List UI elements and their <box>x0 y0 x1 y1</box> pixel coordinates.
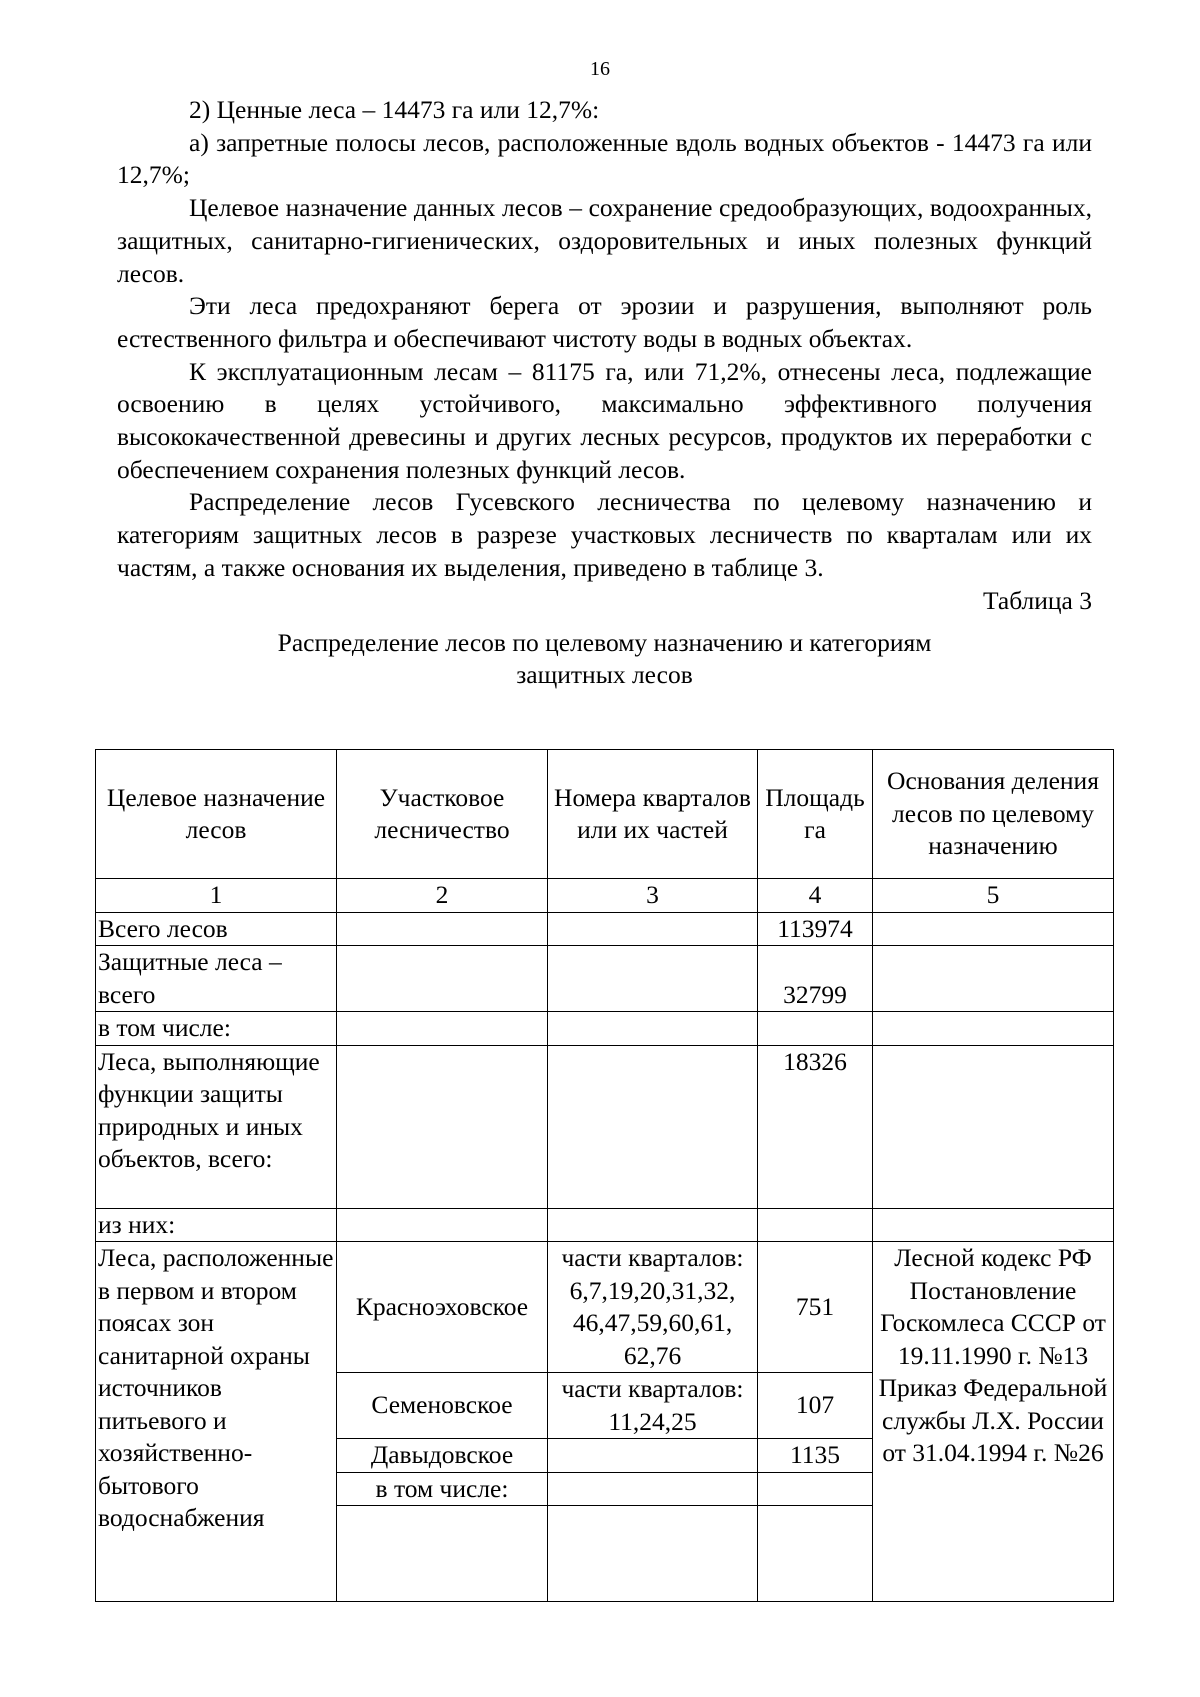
table-row <box>96 1012 1114 1046</box>
header-quarters: Номера кварталов или их частей <box>548 750 758 879</box>
cell-empty <box>337 912 548 946</box>
cell-protective-area: 32799 <box>758 946 873 1012</box>
cell-area-3: 1135 <box>758 1439 873 1473</box>
header-basis: Основания деления лесов по целевому назначению <box>873 750 1114 879</box>
cell-including-label-2: в том числе: <box>337 1472 548 1506</box>
cell-forestry-3: Давыдовское <box>337 1439 548 1473</box>
cell-empty <box>548 1012 758 1046</box>
cell-empty <box>548 912 758 946</box>
table-header-row <box>96 750 1114 879</box>
cell-empty <box>548 1045 758 1208</box>
body-text <box>117 94 1092 691</box>
cell-empty <box>548 1208 758 1242</box>
cell-functions-area: 18326 <box>758 1045 873 1208</box>
table-title <box>117 627 1092 691</box>
cell-empty <box>758 1208 873 1242</box>
cell-including-label: в том числе: <box>96 1012 337 1046</box>
cell-empty <box>548 1472 758 1506</box>
cell-empty <box>758 1012 873 1046</box>
header-forestry: Участковое лесничество <box>337 750 548 879</box>
cell-area-2: 107 <box>758 1373 873 1439</box>
cell-empty <box>337 1208 548 1242</box>
cell-empty <box>873 912 1114 946</box>
column-number: 5 <box>873 879 1114 913</box>
cell-empty <box>758 1506 873 1602</box>
cell-empty <box>758 1472 873 1506</box>
page-number: 16 <box>590 58 610 80</box>
cell-basis: Лесной кодекс РФ Постановление Госкомлеса СССР от 19.11.1990 г. №13 Приказ Федеральной службы Л.Х. России от 31.04.1994 г. №26 <box>873 1242 1114 1602</box>
cell-empty <box>873 1012 1114 1046</box>
cell-total-label: Всего лесов <box>96 912 337 946</box>
table-row <box>96 1242 1114 1373</box>
column-number: 2 <box>337 879 548 913</box>
header-purpose: Целевое назначение лесов <box>96 750 337 879</box>
cell-forestry-1: Красноэховское <box>337 1242 548 1373</box>
cell-forestry-2: Семеновское <box>337 1373 548 1439</box>
cell-empty <box>873 946 1114 1012</box>
paragraph-erosion: Эти леса предохраняют берега от эрозии и разрушения, выполняют роль естественного фильтра и обеспечивают чистоту воды в водных объектах. <box>117 291 1092 353</box>
table-row <box>96 1208 1114 1242</box>
cell-empty <box>548 946 758 1012</box>
cell-area-1: 751 <box>758 1242 873 1373</box>
table-row <box>96 912 1114 946</box>
cell-empty <box>873 1045 1114 1208</box>
column-number: 4 <box>758 879 873 913</box>
cell-empty <box>873 1208 1114 1242</box>
table-row <box>96 1045 1114 1208</box>
cell-empty <box>337 1012 548 1046</box>
cell-empty <box>548 1506 758 1602</box>
cell-protective-label: Защитные леса – всего <box>96 946 337 1012</box>
table-label: Таблица 3 <box>982 585 1092 615</box>
cell-empty <box>337 1045 548 1208</box>
column-number-row <box>96 879 1114 913</box>
table-row <box>96 946 1114 1012</box>
cell-quarters-2: части кварталов: 11,24,25 <box>548 1373 758 1439</box>
cell-total-area: 113974 <box>758 912 873 946</box>
cell-quarters-1: части кварталов: 6,7,19,20,31,32, 46,47,59,60,61, 62,76 <box>548 1242 758 1373</box>
header-area: Площадь га <box>758 750 873 879</box>
column-number: 1 <box>96 879 337 913</box>
column-number: 3 <box>548 879 758 913</box>
cell-sanitary-label: Леса, расположенные в первом и втором поясах зон санитарной охраны источников питьевого и хозяйственно-бытового водоснабжения <box>96 1242 337 1602</box>
cell-empty <box>548 1439 758 1473</box>
paragraph-exploitation: К эксплуатационным лесам – 81175 га, или 71,2%, отнесены леса, подлежащие освоению в целях устойчивого, максимально эффективного получения высококачественной древесины и других лесных ресурсов, продуктов их переработки с обеспечением сохранения полезных функций лесов. <box>117 356 1092 484</box>
cell-empty <box>337 946 548 1012</box>
cell-of-them-label: из них: <box>96 1208 337 1242</box>
cell-empty <box>337 1506 548 1602</box>
forest-distribution-table <box>95 749 1114 1602</box>
paragraph-purpose: Целевое назначение данных лесов – сохранение средообразующих, водоохранных, защитных, санитарно-гигиенических, оздоровительных и иных полезных функций лесов. <box>117 193 1092 288</box>
paragraph-valuable-forests: 2) Ценные леса – 14473 га или 12,7%: <box>189 95 600 124</box>
cell-functions-label: Леса, выполняющие функции защиты природных и иных объектов, всего: <box>96 1045 337 1208</box>
paragraph-prohibited-strips: а) запретные полосы лесов, расположенные вдоль водных объектов - 14473 га или 12,7%; <box>117 127 1092 190</box>
table-title-line-1: Распределение лесов по целевому назначению и категориям <box>277 628 932 658</box>
paragraph-distribution: Распределение лесов Гусевского лесничества по целевому назначению и категориям защитных лесов в разрезе участковых лесничеств по кварталам или их частям, а также основания их выделения, приведено в таблице 3. <box>117 487 1092 582</box>
table-title-line-2: защитных лесов <box>516 660 693 690</box>
